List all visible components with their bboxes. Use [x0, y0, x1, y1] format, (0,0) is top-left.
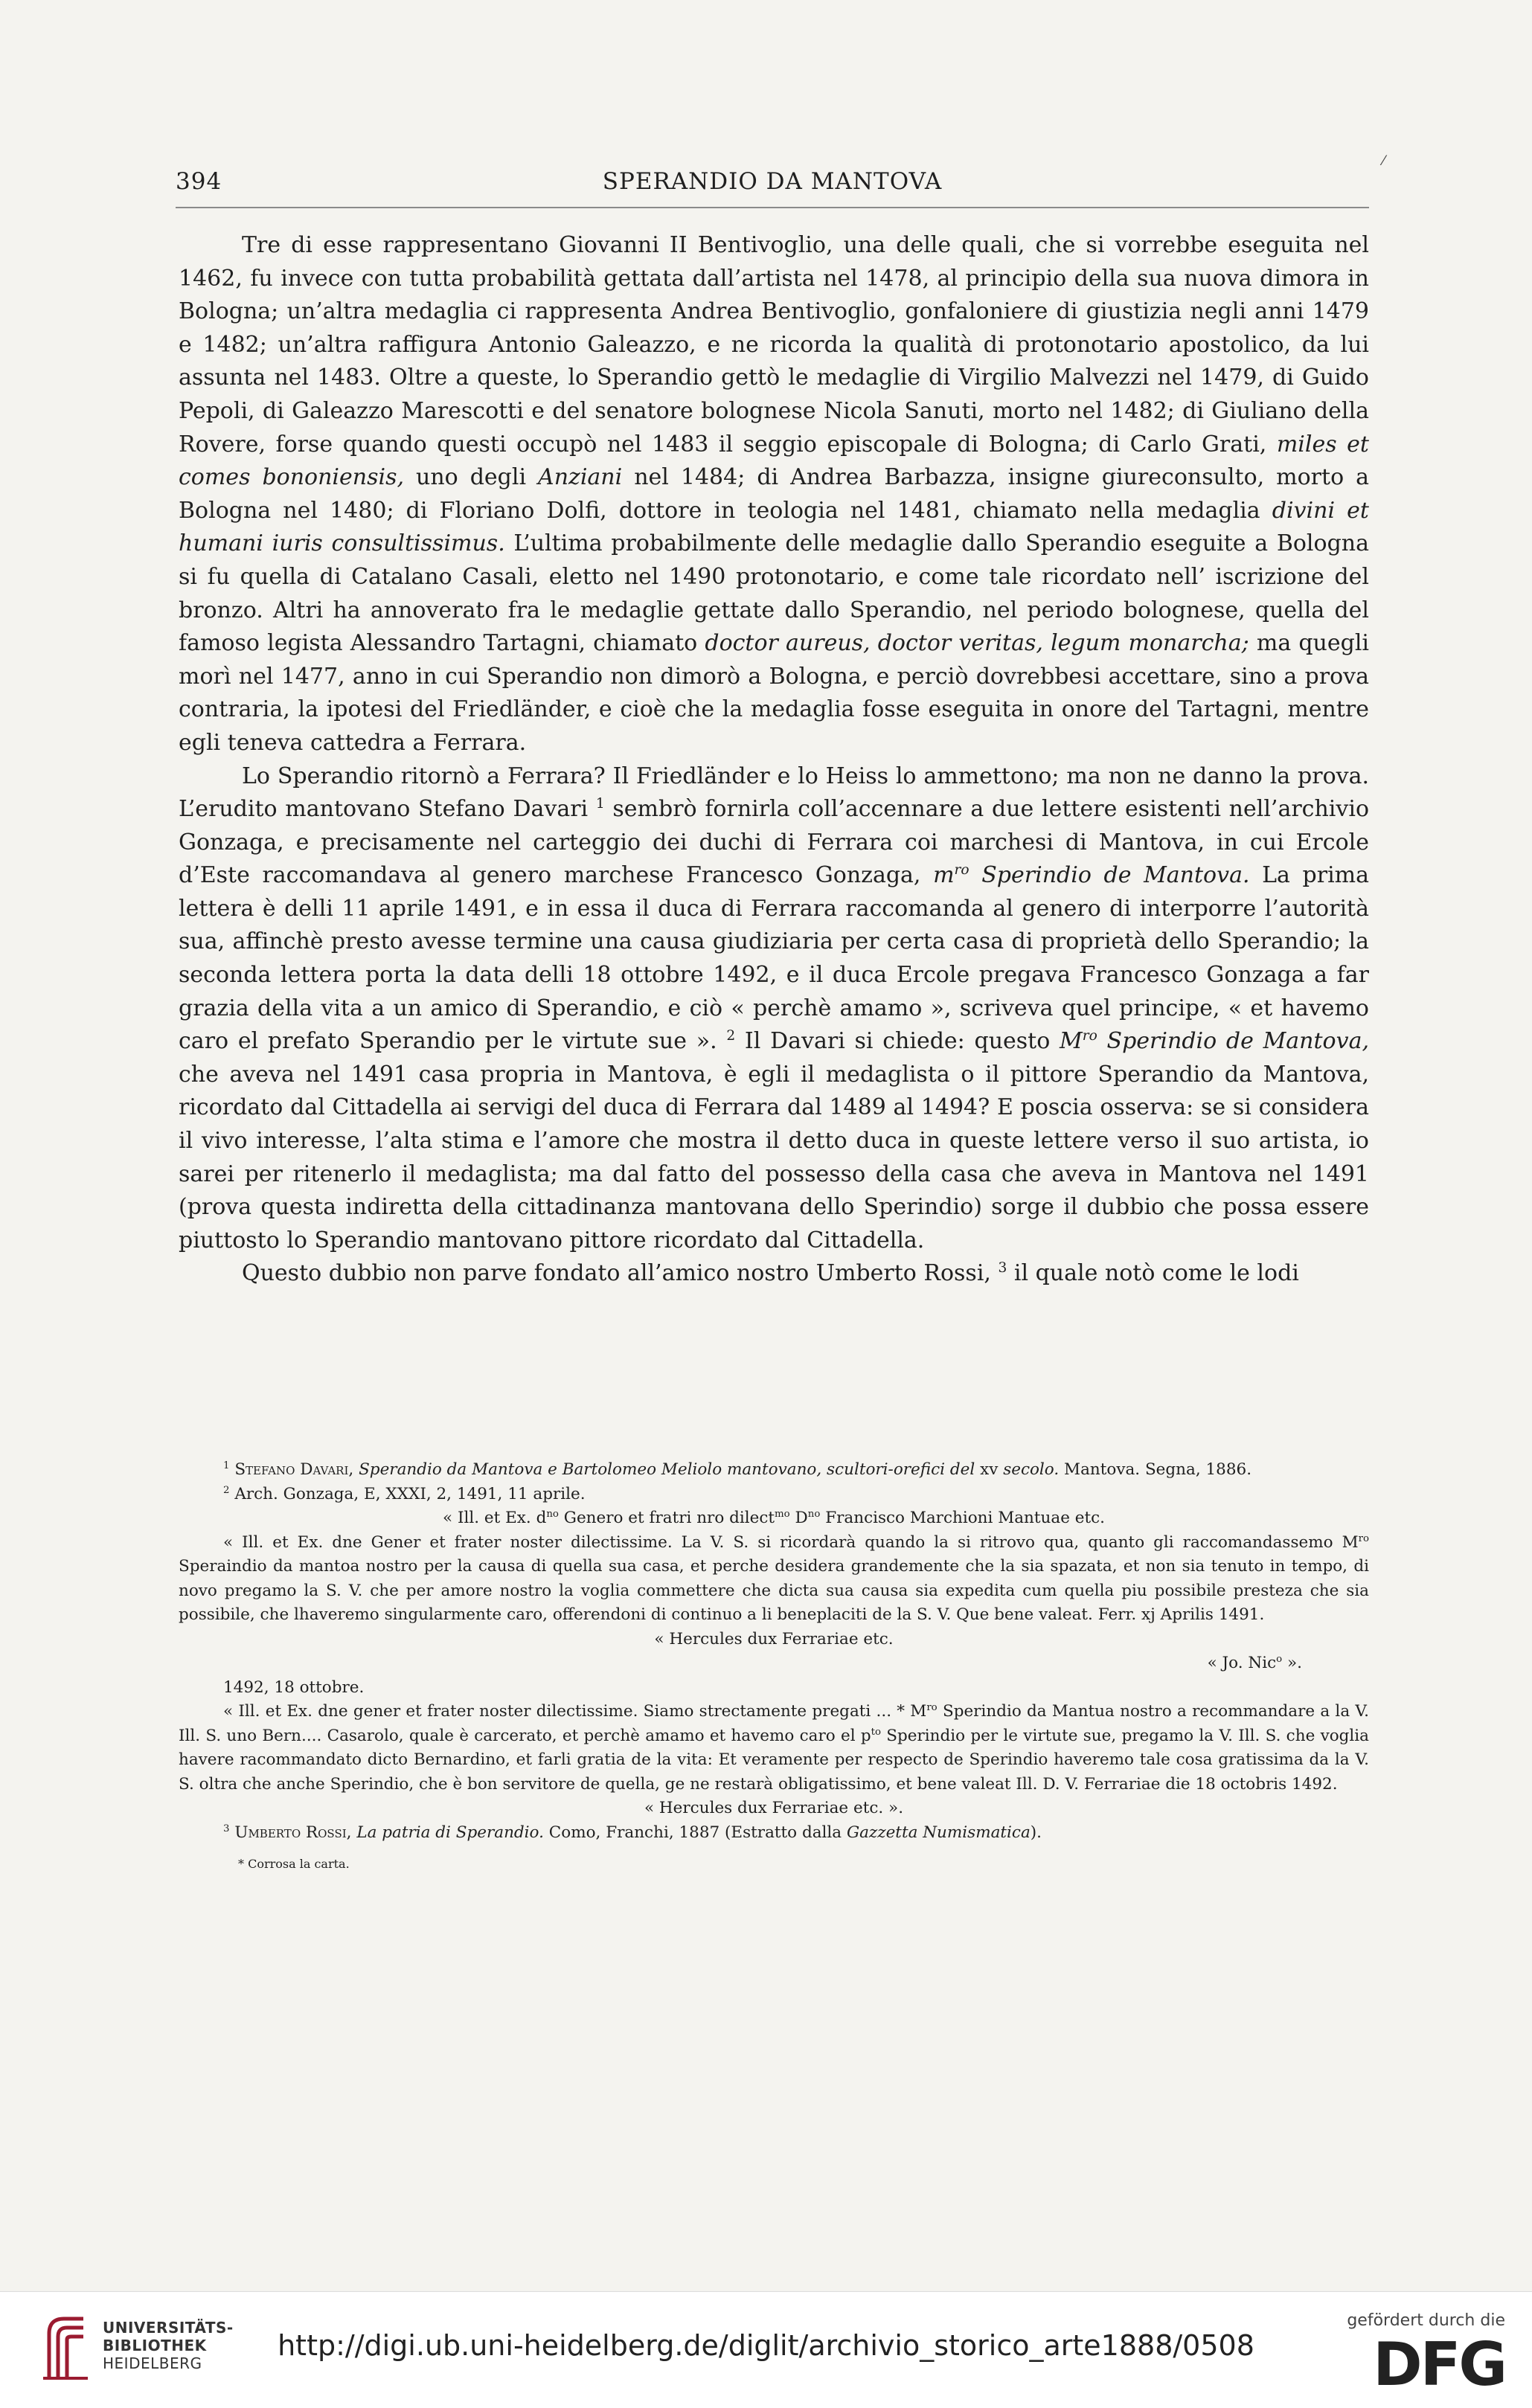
body-text	[179, 229, 1369, 1291]
footer-bar	[0, 2291, 1532, 2408]
footnote-1	[179, 1458, 1369, 1483]
text-run: « Ill. et Ex. d	[442, 1509, 547, 1527]
running-title: SPERANDIO DA MANTOVA	[602, 168, 943, 195]
text-run: sembrò fornirla coll’accennare a due lettere esistenti nell’archivio Gonzaga, e precisamente nel carteggio dei duchi di Ferrara coi marchesi di Mantova, in cui Ercole d’Este raccomandava al genero marchese Francesco Gonzaga,	[179, 796, 1370, 889]
italic-text: M	[1060, 1028, 1083, 1055]
text-run: che aveva nel 1491 casa propria in Mantova, è egli il medaglista o il pittore Sperandio da Mantova, ricordato dal Cittadella ai servigi del duca di Ferrara dal 1489 al 1494? E poscia osserva: se si considera il vivo interesse, l’alta stima e l’amore che mostra il detto duca in queste lettere verso il suo artista, io sarei per ritenerlo il medaglista; ma dal fatto del possesso della casa che aveva in Mantova nel 1491 (prova questa indiretta della cittadinanza mantovana dello Sperindio) sorge il dubbio che possa essere piuttosto lo Sperandio mantovano pittore ricordato dal Cittadella.	[179, 1061, 1369, 1253]
italic-text: Sperindio de Mantova,	[1097, 1028, 1369, 1055]
logo-line-2: BIBLIOTHEK	[103, 2337, 207, 2354]
text-run: ma quegli morì nel 1477, anno in cui Sperandio non dimorò a Bologna, e perciò dovrebbesi accettare, sino a prova contraria, la ipotesi del Friedländer, e cioè che la medaglia fosse eseguita in onore del Tartagni, mentre egli teneva cattedra a Ferrara.	[179, 630, 1370, 756]
text-run: xv	[975, 1460, 1004, 1479]
italic-text: divini et humani iuris consultissimus.	[179, 497, 1369, 557]
superscript: 2	[726, 1028, 736, 1044]
footnote-2-letter-1	[179, 1531, 1369, 1628]
superscript: ro	[926, 1701, 938, 1713]
footnote-2-salutation	[179, 1506, 1369, 1531]
text-run: Tre di esse rappresentano Giovanni II Bentivoglio, una delle quali, che si vorrebbe eseguita nel 1462, fu invece con tutta probabilità gettata dall’artista nel 1478, al principio della sua nuova dimora in Bologna; un’altra medaglia ci rappresenta Andrea Bentivoglio, gonfaloniere di giustizia negli anni 1479 e 1482; un’altra raffigura Antonio Galeazzo, e ne ricorda la qualità di protonotario apostolico, da lui assunta nel 1483. Oltre a queste, lo Sperandio gettò le medaglie di Virgilio Malvezzi nel 1479, di Guido Pepoli, di Galeazzo Marescotti e del senatore bolognese Nicola Sanuti, morto nel 1482; di Giuliano della Rovere, forse quando questi occupò nel 1483 il seggio episcopale di Bologna; di Carlo Grati,	[179, 232, 1369, 457]
italic-text: Gazzetta Numismatica	[846, 1823, 1031, 1842]
footnote-2-date-2: 1492, 18 ottobre.	[223, 1677, 365, 1697]
text-run: Genero et fratri nro dilect	[558, 1509, 775, 1527]
footnote-2-letter-2	[179, 1700, 1369, 1797]
paragraph-2	[179, 760, 1369, 1258]
italic-text: Sperandio da Mantova e Bartolomeo Meliolo mantovano, scultori-orefici del	[359, 1460, 975, 1479]
text-run: Sperindio per le virtute sue, pregamo la V. Ill. S. che voglia havere racommandato dicto Bernardino, et farli gratia de la vita: Et veramente per respecto de Sperindio haveremo tale cosa gratissima da la V. S. oltra che anche Sperindio, che è bon servitore de quella, ge ne restarà obligatissimo, et bene valeat Ill. D. V. Ferrariae die 18 octobris 1492.	[179, 1726, 1369, 1794]
text-run: ».	[1282, 1654, 1302, 1672]
superscript: 3	[998, 1260, 1007, 1277]
logo-line-1: UNIVERSITÄTS-	[103, 2319, 234, 2337]
text-run: il quale notò come le lodi	[1007, 1260, 1299, 1287]
superscript: o	[1276, 1653, 1283, 1665]
superscript: 3	[223, 1823, 230, 1834]
italic-text: doctor aureus, doctor veritas, legum monarcha;	[705, 630, 1249, 657]
page-header	[176, 165, 1369, 208]
italic-text: La patria di Sperandio.	[356, 1823, 544, 1842]
superscript: 2	[223, 1484, 230, 1496]
text-run: L’ultima probabilmente delle medaglie dallo Sperandio eseguite a Bologna si fu quella di Catalano Casali, eletto nel 1490 protonotario, e come tale ricordato nell’ iscrizione del bronzo. Altri ha annoverato fra le medaglie gettate dallo Sperandio, nel periodo bolognese, quella del famoso legista Alessandro Tartagni, chiamato	[179, 530, 1369, 657]
superscript: to	[871, 1726, 882, 1738]
text-run: Sperindio da Mantua nostro a recommandare a la V. Ill. S. uno Bern.... Casarolo, quale è carcerato, et perchè amamo et havemo caro el p	[179, 1702, 1369, 1745]
italic-text: Anziani	[538, 464, 623, 491]
text-run: D	[789, 1509, 808, 1527]
text-run: La prima lettera è delli 11 aprile 1491, e in essa il duca di Ferrara raccomanda al genero di interporre l’autorità sua, affinchè presto avesse termine una causa giudiziaria per certa casa di proprietà dello Sperandio; la seconda lettera porta la data delli 18 ottobre 1492, e il duca Ercole pregava Francesco Gonzaga a far grazia della vita a un amico di Sperandio, e ciò « perchè amamo », scriveva quel principe, « et havemo caro el prefato Sperandio per le virtute sue ».	[179, 862, 1369, 1055]
italic-text: miles et comes bononiensis,	[179, 431, 1369, 491]
sponsor-label: gefördert durch die	[1347, 2311, 1505, 2330]
footnotes	[179, 1458, 1369, 1873]
text-run: « Ill. et Ex. dne Gener et frater noster dilectissime. La V. S. si ricordarà quando la si ritrovo qua, quanto gli raccomandassemo M	[223, 1532, 1359, 1552]
text-run: Speraindio da mantoa nostro per la causa di quella sua casa, et perche desidera grandemente che la sia spazata, et non sia tenuto in tempo, di novo pregamo la S. V. che per amore nostro la voglia commettere che dicta sua causa sia expedita cum quella piu possibile presteza che sia possibile, che lhaveremo singularmente caro, offerendoni di continuo a li beneplaciti de la S. V. Que bene valeat. Ferr. xj Aprilis 1491.	[179, 1557, 1369, 1624]
permalink-url[interactable]: http://digi.ub.uni-heidelberg.de/diglit/archivio_storico_arte1888/0508	[278, 2329, 1254, 2362]
footnote-note: * Corrosa la carta.	[238, 1857, 350, 1871]
text-run: ).	[1030, 1823, 1042, 1842]
superscript: ro	[1358, 1532, 1369, 1544]
footnote-2-signature-1: « Hercules dux Ferrariae etc.	[654, 1629, 894, 1648]
footnote-2-signature-2: « Hercules dux Ferrariae etc. ».	[644, 1799, 904, 1817]
footnote-3	[179, 1821, 1369, 1846]
dfg-logo: DFG	[1373, 2330, 1505, 2399]
logo-line-3: HEIDELBERG	[103, 2354, 202, 2372]
superscript: ro	[954, 862, 969, 879]
superscript: 1	[223, 1460, 230, 1471]
page-speck: ⁄	[1382, 153, 1385, 169]
text-run: Francisco Marchioni Mantuae etc.	[820, 1509, 1105, 1527]
superscript: no	[546, 1508, 559, 1520]
footnote-2-reference	[179, 1483, 1369, 1507]
small-caps-text: Stefano Davari,	[234, 1460, 354, 1479]
footnote-2-signature-1b	[179, 1651, 1369, 1676]
text-run: Como, Franchi, 1887 (Estratto dalla	[543, 1823, 847, 1842]
superscript: mo	[775, 1508, 790, 1520]
italic-text: secolo.	[1003, 1460, 1060, 1479]
page-number: 394	[176, 168, 222, 195]
text-run: Questo dubbio non parve fondato all’amico nostro Umberto Rossi,	[242, 1260, 999, 1287]
superscript: ro	[1082, 1028, 1097, 1044]
small-caps-text: Umberto Rossi,	[234, 1823, 352, 1842]
text-run: « Ill. et Ex. dne gener et frater noster dilectissime. Siamo strectamente pregati ... * M	[223, 1702, 927, 1721]
text-run: Lo Sperandio ritornò a Ferrara? Il Friedländer e lo Heiss lo ammettono; ma non ne danno la prova. L’erudito mantovano Stefano Davari	[179, 762, 1369, 823]
paragraph-1	[179, 229, 1369, 760]
text-run: Mantova. Segna, 1886.	[1059, 1460, 1252, 1479]
paragraph-3	[179, 1257, 1369, 1291]
text-run: « Jo. Nic	[1207, 1654, 1277, 1672]
italic-text: Sperindio de Mantova.	[969, 862, 1250, 889]
text-run: uno degli	[404, 464, 539, 491]
text-run: Arch. Gonzaga, E, XXXI, 2, 1491, 11 aprile.	[229, 1484, 586, 1503]
text-run: nel 1484; di Andrea Barbazza, insigne giureconsulto, morto a Bologna nel 1480; di Floriano Dolfi, dottore in teologia nel 1481, chiamato nella medaglia	[179, 464, 1369, 524]
italic-text: m	[933, 862, 955, 889]
text-run: Il Davari si chiede: questo	[735, 1028, 1060, 1055]
superscript: 1	[595, 796, 605, 812]
superscript: no	[807, 1508, 821, 1520]
